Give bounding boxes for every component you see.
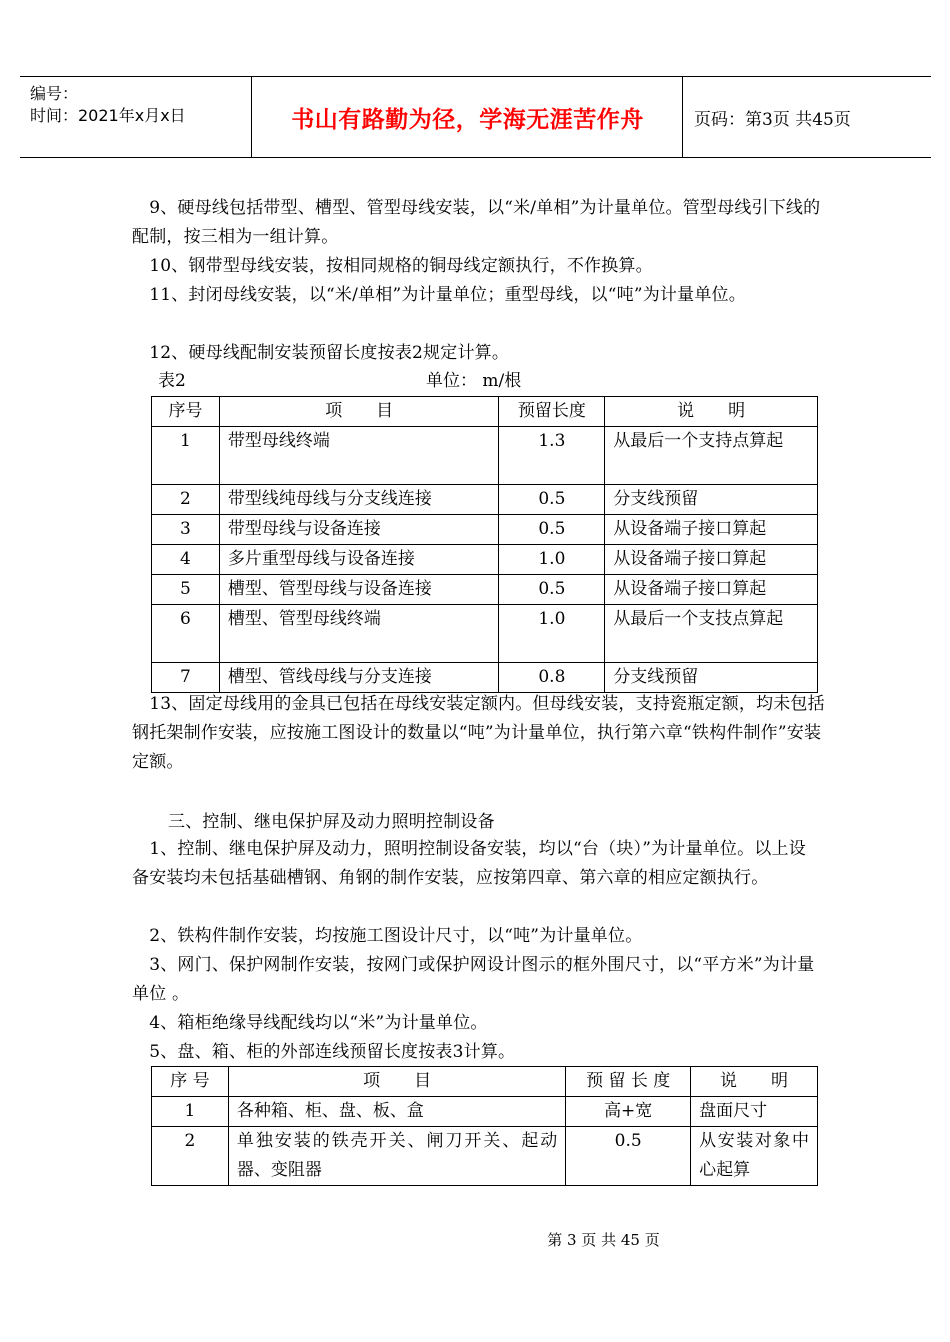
cell-item: 槽型、管线母线与分支连接: [219, 663, 499, 693]
paragraph-s4: 4、箱柜绝缘导线配线均以“米”为计量单位。: [132, 1013, 488, 1033]
cell-length: 0.8: [499, 663, 605, 693]
table-row: [152, 1097, 818, 1127]
cell-note: 从最后一个支持点算起: [605, 427, 818, 485]
paragraph-s1: 1、控制、继电保护屏及动力，照明控制设备安装，均以“台（块）”为计量单位。以上设备安装均未包括基础槽钢、角钢的制作安装，应按第四章、第六章的相应定额执行。: [132, 839, 806, 888]
cell-length: 0.5: [499, 485, 605, 515]
header-cell: 序 号: [152, 1067, 229, 1097]
cell-no: 4: [152, 545, 220, 575]
paragraph-12: 12、硬母线配制安装预留长度按表2规定计算。: [132, 343, 510, 363]
cell-no: 6: [152, 605, 220, 663]
header-cell: 说 明: [691, 1067, 818, 1097]
cell-note: 从设备端子接口算起: [605, 575, 818, 605]
cell-note: 从安装对象中心起算: [691, 1127, 818, 1186]
table3: [151, 1066, 818, 1186]
cell-no: 7: [152, 663, 220, 693]
header-motto: 书山有路勤为径，学海无涯苦作舟: [291, 106, 644, 133]
cell-no: 3: [152, 515, 220, 545]
header-info: [30, 83, 186, 127]
table-row: [152, 575, 818, 605]
table2: [151, 396, 818, 693]
cell-note: 盘面尺寸: [691, 1097, 818, 1127]
cell-item: 单独安装的铁壳开关、闸刀开关、起动器、变阻器: [228, 1127, 565, 1186]
cell-item: 带型母线终端: [219, 427, 499, 485]
cell-note: 从设备端子接口算起: [605, 545, 818, 575]
cell-no: 5: [152, 575, 220, 605]
cell-note: 从最后一个支技点算起: [605, 605, 818, 663]
table-row: [152, 605, 818, 663]
cell-length: 0.5: [499, 515, 605, 545]
cell-no: 1: [152, 1097, 229, 1127]
header-cell: 项 目: [228, 1067, 565, 1097]
paragraph-10: 10、钢带型母线安装，按相同规格的铜母线定额执行，不作换算。: [132, 256, 653, 276]
cell-no: 1: [152, 427, 220, 485]
cell-item: 槽型、管型母线与设备连接: [219, 575, 499, 605]
table-row: [152, 545, 818, 575]
cell-item: 槽型、管型母线终端: [219, 605, 499, 663]
header-cell: 说 明: [605, 397, 818, 427]
cell-item: 带型线纯母线与分支线连接: [219, 485, 499, 515]
cell-no: 2: [152, 1127, 229, 1186]
table-header-row: [152, 397, 818, 427]
section-heading: 三、控制、继电保护屏及动力照明控制设备: [168, 812, 495, 832]
cell-item: 多片重型母线与设备连接: [219, 545, 499, 575]
table2-caption: 表2: [158, 371, 186, 391]
header-cell: 预留长度: [499, 397, 605, 427]
table-row: [152, 663, 818, 693]
header-cell: 序号: [152, 397, 220, 427]
cell-note: 从设备端子接口算起: [605, 515, 818, 545]
page-header: [20, 76, 931, 158]
table-header-row: [152, 1067, 818, 1097]
paragraph-11: 11、封闭母线安装，以“米/单相”为计量单位；重型母线，以“吨”为计量单位。: [132, 285, 746, 305]
cell-item: 带型母线与设备连接: [219, 515, 499, 545]
document-number-label: 编号：: [30, 84, 79, 103]
cell-length: 0.5: [499, 575, 605, 605]
header-cell: 项 目: [219, 397, 499, 427]
header-divider: [682, 77, 683, 157]
table-row: [152, 427, 818, 485]
table-row: [152, 485, 818, 515]
cell-note: 分支线预留: [605, 663, 818, 693]
cell-length: 1.3: [499, 427, 605, 485]
table-row: [152, 1127, 818, 1186]
page-footer: 第 3 页 共 45 页: [547, 1231, 660, 1249]
cell-item: 各种箱、柜、盘、板、盒: [228, 1097, 565, 1127]
paragraph-s2: 2、铁构件制作安装，均按施工图设计尺寸，以“吨”为计量单位。: [132, 926, 643, 946]
paragraph-s5: 5、盘、箱、柜的外部连线预留长度按表3计算。: [132, 1042, 516, 1062]
paragraph-9: 9、硬母线包括带型、槽型、管型母线安装，以“米/单相”为计量单位。管型母线引下线的配制，按三相为一组计算。: [132, 198, 821, 247]
cell-no: 2: [152, 485, 220, 515]
cell-length: 高+宽: [566, 1097, 691, 1127]
paragraph-13: 13、固定母线用的金具已包括在母线安装定额内。但母线安装，支持瓷瓶定额，均未包括钢托架制作安装，应按施工图设计的数量以“吨”为计量单位，执行第六章“铁构件制作”安装定额。: [132, 694, 825, 772]
cell-note: 分支线预留: [605, 485, 818, 515]
header-cell: 预 留 长 度: [566, 1067, 691, 1097]
table-row: [152, 515, 818, 545]
cell-length: 1.0: [499, 545, 605, 575]
cell-length: 0.5: [566, 1127, 691, 1186]
paragraph-s3: 3、网门、保护网制作安装，按网门或保护网设计图示的框外围尺寸，以“平方米”为计量单位 。: [132, 955, 815, 1004]
header-page-label: 页码：第3页 共45页: [694, 109, 851, 130]
document-time-label: 时间：2021年x月x日: [30, 106, 186, 125]
cell-length: 1.0: [499, 605, 605, 663]
table2-unit: 单位： m/根: [426, 371, 522, 391]
